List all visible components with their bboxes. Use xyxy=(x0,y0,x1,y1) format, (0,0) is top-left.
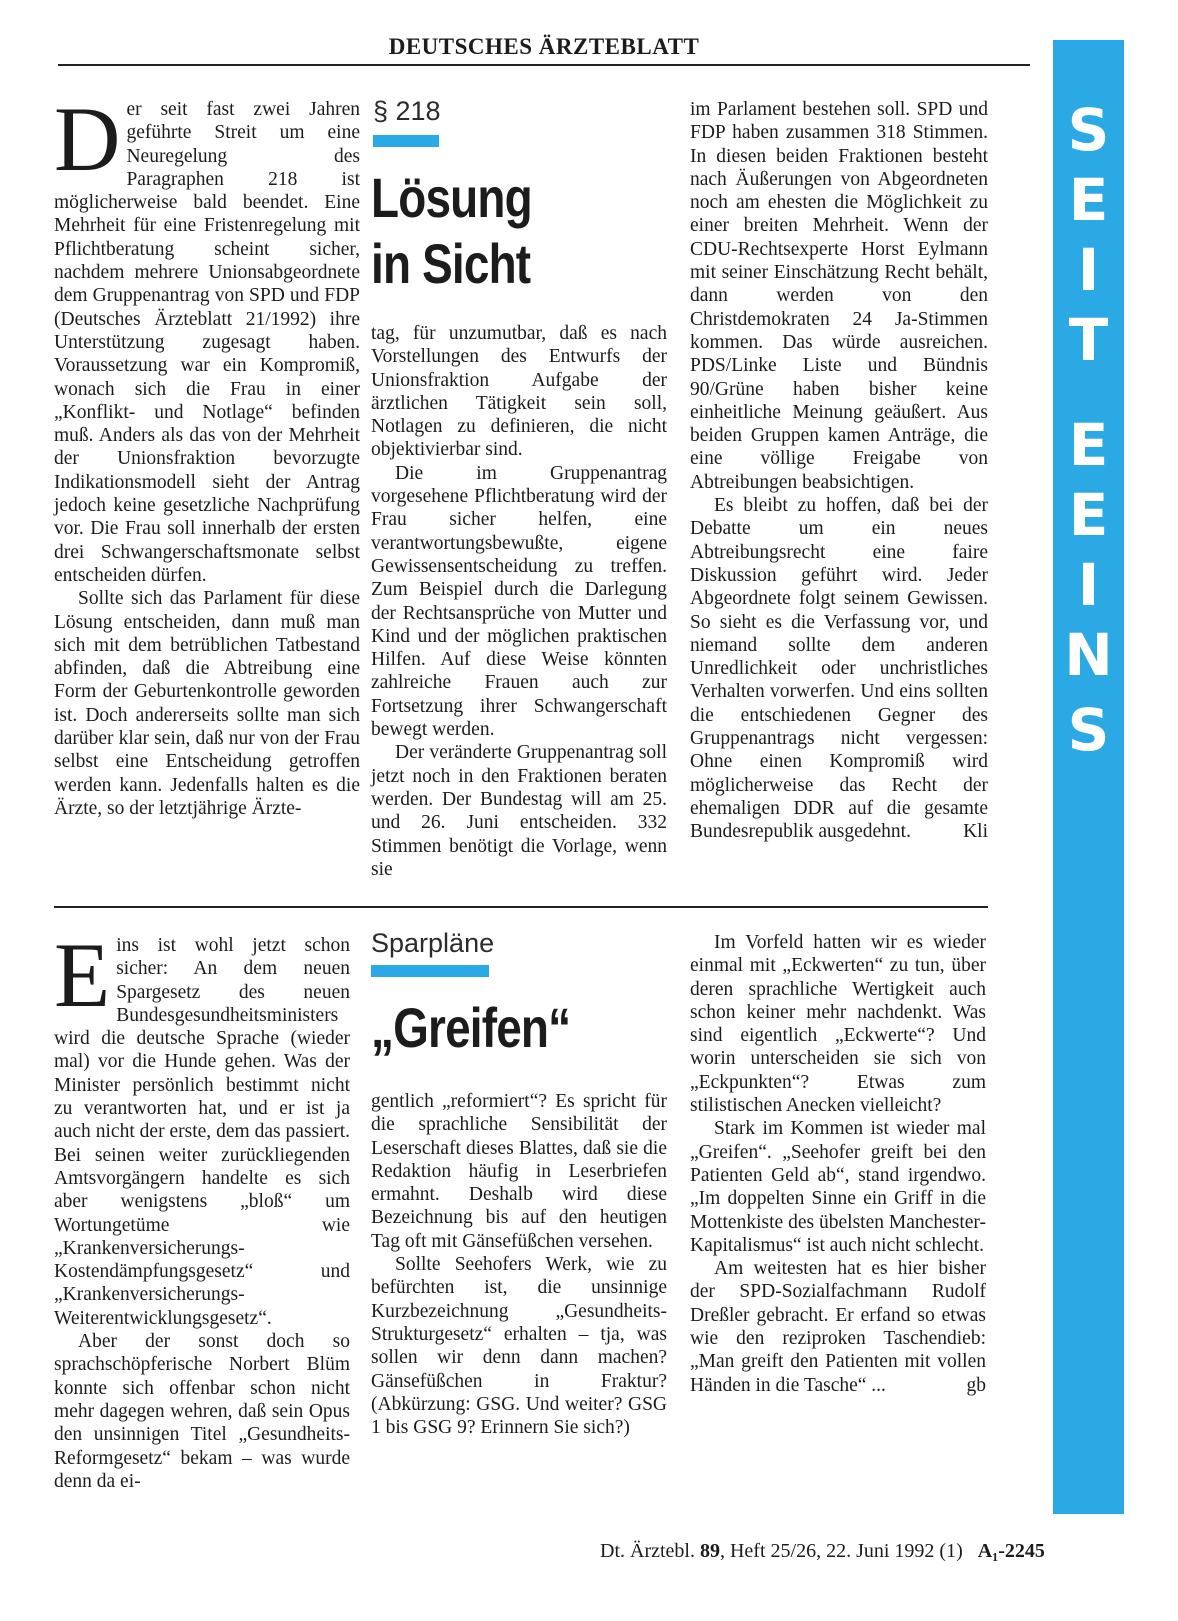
article1-paragraph: Sollte sich das Parlament für diese Lösung entscheiden, dann muß man sich mit dem betrüblichen Tatbestand abfinden, daß die Abtreibung eine Form der Geburtenkontrolle geworden ist. Doch andererseits sollte man sich darüber klar sein, daß nur von der Frau selbst eine Entscheidung getroffen werden kann. Jedenfalls halten es die Ärzte, so der letztjährige Ärzte- xyxy=(54,588,360,819)
sidebar-letter: S xyxy=(1067,96,1110,164)
article2-paragraph: ins ist wohl jetzt schon sicher: An dem neuen Spargesetz des neuen Bundesgesundheitsministers wird die deutsche Sprache (wieder mal) vor die Hunde gehen. Was der Minister persönlich bestimmt nicht zu verantworten hat, und er ist ja auch nicht der erste, dem das passiert. Bei seinen weiter zurückliegenden Amtsvorgängern handelte es sich aber wenigstens „bloß“ um Wortungetüme wie „Krankenversicherungs-Kostendämpfungsgesetz“ und „Krankenversicherungs-Weiterentwicklungsgesetz“. xyxy=(54,935,350,1329)
article2-column-3 xyxy=(690,931,986,1397)
article2-kicker-bar xyxy=(371,965,489,977)
article2-headline: „Greifen“ xyxy=(371,996,571,1059)
article1-column-3 xyxy=(690,98,988,844)
sidebar-letter: N xyxy=(1064,621,1113,689)
article1-dropcap: D xyxy=(54,88,121,190)
article1-paragraph: im Parlament bestehen soll. SPD und FDP haben zusammen 318 Stimmen. In diesen beiden Fraktionen besteht nach Äußerungen von Abgeordneten noch am ehesten die Möglichkeit zu einer breiten Mehrheit. Wenn der CDU-Rechtsexperte Horst Eylmann mit seiner Einschätzung Recht behält, dann werden von den Christdemokraten 24 Ja-Stimmen kommen. Das würde ausreichen. PDS/Linke Liste und Bündnis 90/Grüne haben bisher keine einheitliche Meinung geäußert. Aus beiden Gruppen kamen Anträge, die eine völlige Freigabe von Abtreibungen beabsichtigen. xyxy=(690,99,988,493)
sidebar-letter: S xyxy=(1067,696,1110,764)
section-sidebar xyxy=(1053,40,1124,1514)
sidebar-letter: I xyxy=(1077,236,1100,304)
article1-kicker-bar xyxy=(373,135,439,147)
article1-paragraph: tag, für unzumutbar, daß es nach Vorstellungen des Entwurfs der Unionsfraktion Aufgabe der ärztlichen Tätigkeit sein soll, Notlagen zu definieren, die nicht objektivierbar sind. xyxy=(371,323,667,461)
article1-column-1 xyxy=(54,88,360,820)
article2-paragraph: Aber der sonst doch so sprachschöpferische Norbert Blüm konnte sich offenbar schon nicht mehr dagegen wehren, daß sein Opus den unsinnigen Titel „Gesundheits-Reformgesetz“ bekam – was wurde denn da ei- xyxy=(54,1331,350,1492)
article2-paragraph: Stark im Kommen ist wieder mal „Greifen“. „Seehofer greift bei den Patienten Geld ab“, stand irgendwo. „Im doppelten Sinne ein Griff in die Mottenkiste des übelsten Manchester-Kapitalismus“ ist auch nicht schlecht. xyxy=(690,1118,986,1256)
footer-page-number: A₁-2245 xyxy=(977,1540,1045,1562)
footer-volume: 89 xyxy=(699,1540,720,1562)
article1-headline-line: Lösung xyxy=(371,166,532,229)
article2-paragraph: Im Vorfeld hatten wir es wieder einmal mit „Eckwerten“ zu tun, über deren sprachliche Wertigkeit auch schon keiner mehr nachdenkt. Was sind eigentlich „Eckwerte“? Und worin unterscheiden sie sich von „Eckpunkten“? Etwas zum stilistischen Anecken vielleicht? xyxy=(690,932,986,1117)
article2-column-2 xyxy=(371,1090,667,1439)
article1-paragraph: er seit fast zwei Jahren geführte Streit um eine Neuregelung des Paragraphen 218 ist möglicherweise bald beendet. Eine Mehrheit für eine Fristenregelung mit Pflichtberatung scheint sicher, nachdem mehrere Unionsabgeordnete dem Gruppenantrag von SPD und FDP (Deutsches Ärzteblatt 21/1992) ihre Unterstützung zugesagt haben. Voraussetzung war ein Kompromiß, wonach sich die Frau in einer „Konflikt- und Notlage“ befinden muß. Anders als das von der Mehrheit der Unionsfraktion bevorzugte Indikationsmodell sieht der Antrag jedoch keine gesetzliche Nachprüfung vor. Die Frau soll innerhalb der ersten drei Schwangerschaftsmonate selbst entscheiden dürfen. xyxy=(54,99,360,586)
article2-signature: gb xyxy=(966,1374,986,1396)
article2-paragraph: Am weitesten hat es hier bisher der SPD-Sozialfachmann Rudolf Dreßler gebracht. Er erfand so etwas wie den reziproken Taschendieb: „Man greift den Patienten mit vollen Händen in die Tasche“ ... xyxy=(690,1258,986,1396)
article1-paragraph: Die im Gruppenantrag vorgesehene Pflichtberatung wird der Frau sicher helfen, eine verantwortungsbewußte, eigene Gewissensentscheidung zu treffen. Zum Beispiel durch die Darlegung der Rechtsansprüche von Mutter und Kind und der möglichen praktischen Hilfen. Auf diese Weise könnten zahlreiche Frauen auch zur Fortsetzung ihrer Schwangerschaft bewegt werden. xyxy=(371,462,667,741)
sidebar-letter: I xyxy=(1077,551,1100,619)
article2-kicker: Sparpläne xyxy=(371,928,495,958)
article-divider xyxy=(54,906,988,908)
sidebar-letter: T xyxy=(1068,306,1109,374)
article1-paragraph: Der veränderte Gruppenantrag soll jetzt noch in den Fraktionen beraten werden. Der Bundestag will am 25. und 26. Juni entscheiden. 332 Stimmen benötigt die Vorlage, wenn sie xyxy=(371,742,667,880)
article2-column-1 xyxy=(54,924,350,1493)
sidebar-letter: E xyxy=(1068,481,1109,549)
article2-paragraph: Sollte Seehofers Werk, wie zu befürchten ist, die unsinnige Kurzbezeichnung „Gesundheits-Strukturgesetz“ erhalten – tja, was sollen wir denn dann machen? Gänsefüßchen in Fraktur? (Abkürzung: GSG. Und weiter? GSG 1 bis GSG 9? Erinnern Sie sich?) xyxy=(371,1254,667,1439)
article1-headline xyxy=(371,165,532,297)
article2-paragraph: gentlich „reformiert“? Es spricht für die sprachliche Sensibilität der Leserschaft dieses Blattes, daß sie die Redaktion häufig in Leserbriefen ermahnt. Deshalb wird diese Bezeichnung bis auf den heutigen Tag oft mit Gänsefüßchen versehen. xyxy=(371,1091,667,1252)
article2-dropcap: E xyxy=(54,924,111,1026)
article1-signature: Kli xyxy=(963,821,988,843)
footer-journal: Dt. Ärztebl. xyxy=(600,1540,695,1562)
page-footer xyxy=(600,1540,1045,1563)
footer-issue: , Heft 25/26, 22. Juni 1992 (1) xyxy=(719,1540,963,1562)
sidebar-letter: E xyxy=(1068,166,1109,234)
article1-column-2 xyxy=(371,322,667,881)
article1-headline-line: in Sicht xyxy=(371,232,531,295)
article1-paragraph: Es bleibt zu hoffen, daß bei der Debatte um ein neues Abtreibungsrecht eine faire Diskussion geführt wird. Jeder Abgeordnete folgt seinem Gewissen. So sieht es die Verfassung vor, und niemand sollte dem anderen Unredlichkeit oder unchristliches Verhalten vorwerfen. Und eins sollten die entschiedenen Gegner des Gruppenantrags nicht vergessen: Ohne einen Kompromiß wird möglicherweise das Recht der ehemaligen DDR auf die gesamte Bundesrepublik ausgedehnt. xyxy=(690,495,988,843)
article1-kicker: § 218 xyxy=(373,96,441,126)
masthead: DEUTSCHES ÄRZTEBLATT xyxy=(58,34,1030,66)
sidebar-letter: E xyxy=(1068,411,1109,479)
